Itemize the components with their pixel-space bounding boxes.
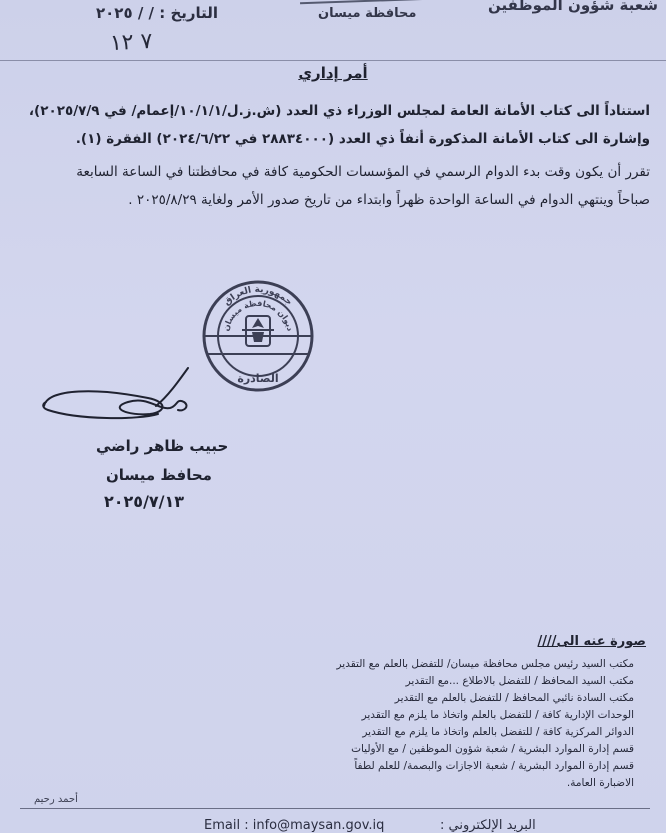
footer-email[interactable]: Email : info@maysan.gov.iq [204,818,385,833]
cc-item: قسم إدارة الموارد البشرية / شعبة شؤون الموظفين / مع الأوليات [351,743,634,755]
cc-item: الوحدات الإدارية كافة / للتفضل بالعلم واتخاذ ما يلزم مع التقدير [361,709,634,721]
governorate-header: محافظة ميسان [318,6,417,21]
document-title: أمر إداري [298,64,368,82]
footer-divider [20,808,650,809]
stamp-bottom-text: الصادرة [237,372,279,385]
header-divider [0,60,666,61]
handwritten-reference-number: ٧ ١٢ [109,28,154,57]
signer-name: حبيب ظاهر راضي [96,437,229,455]
signer-title: محافظ ميسان [106,466,212,484]
cc-item: الاضبارة العامة. [566,777,634,789]
cc-item: قسم إدارة الموارد البشرية / شعبة الاجازات والبصمة/ للعلم لطفاً [354,760,634,772]
cc-item: مكتب السادة نائبي المحافظ / للتفضل بالعلم مع التقدير [394,692,634,704]
date-field: التاريخ : / / ٢٠٢٥ [96,4,219,22]
stamp-inner-text: ديوان محافظة ميسان [221,298,295,333]
stamp-outer-text: جمهورية العراق [222,284,294,308]
body-line-decision-2: صباحاً وينتهي الدوام في الساعة الواحدة ظهراً وابتداء من تاريخ صدور الأمر ولغاية ٢٠٢٥/٨/٢٩ . [128,192,650,208]
body-line-decision: تقرر أن يكون وقت بدء الدوام الرسمي في المؤسسات الحكومية كافة في محافظتنا في الساعة السابعة [76,164,650,180]
cc-item: مكتب السيد المحافظ / للتفضل بالاطلاع ...مع التقدير [405,675,634,687]
footer-email-label: البريد الإلكتروني : [440,818,536,833]
typist-initials: أحمد رحيم [34,794,78,805]
governor-signature [38,358,228,428]
department-header: شعبة شؤون الموظفين [488,0,658,14]
eagle-emblem-icon [242,316,274,346]
body-line-reference: استناداً الى كتاب الأمانة العامة لمجلس الوزراء ذي العدد (ش.ز.ل/١٠/١/١/إعمام/ في ٢٠٢٥/٧/٩)، [28,103,650,119]
cc-item: مكتب السيد رئيس مجلس محافظة ميسان/ للتفضل بالعلم مع التقدير [336,658,634,670]
cc-heading: صورة عنه الى//// [537,634,646,649]
cc-item: الدوائر المركزية كافة / للتفضل بالعلم واتخاذ ما يلزم مع التقدير [362,726,634,738]
body-line-reference-2: وإشارة الى كتاب الأمانة المذكورة أنفاً ذي العدد (٢٨٨٣٤٠٠٠ في ٢٠٢٤/٦/٢٢) الفقرة (١). [75,131,650,147]
governorate-underline [300,0,430,4]
signature-date: ٢٠٢٥/٧/١٣ [104,492,185,511]
